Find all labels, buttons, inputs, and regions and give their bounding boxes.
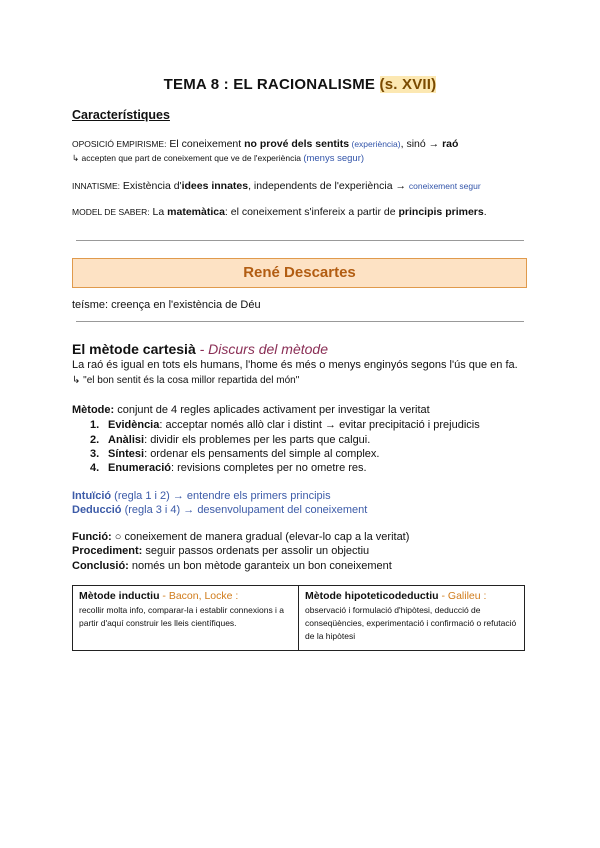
deduccio-line: [72, 504, 367, 516]
deduccio-label: Deducció: [72, 504, 122, 516]
cell-authors: - Bacon, Locke :: [159, 590, 239, 602]
rule-desc: : acceptar només allò clar i distint → evitar precipitació i prejudicis: [159, 419, 480, 431]
oposicio-sub-text: ↳ accepten que part de coneixement que ve de l'experiència: [72, 153, 304, 163]
metode-heading-text: El mètode cartesià: [72, 341, 196, 357]
oposicio-bold-2: raó: [442, 138, 459, 150]
table-cell-inductiu: [73, 586, 298, 650]
funcio-line: [72, 531, 409, 543]
procediment-text: seguir passos ordenats per assolir un objectiu: [142, 545, 370, 557]
rule-num: 2.: [90, 434, 100, 446]
conclusio-text: només un bon mètode garanteix un bon coneixement: [128, 560, 392, 572]
conclusio-label: Conclusió:: [72, 560, 129, 572]
rule-item: [90, 434, 370, 446]
innatisme-text-1: Existència d': [120, 180, 182, 192]
metode-subheading: - Discurs del mètode: [195, 341, 329, 357]
metode-line-2: ↳ "el bon sentit és la cosa millor repartida del món": [72, 375, 300, 386]
section-heading: Característiques: [72, 108, 170, 122]
model-bold-2: principis primers: [398, 206, 484, 218]
rule-item: [90, 419, 480, 431]
conclusio-line: [72, 560, 392, 572]
rule-item: [90, 448, 379, 460]
rule-name: Anàlisi: [108, 434, 145, 446]
oposicio-line: [72, 138, 458, 150]
intuicio-line: [72, 490, 331, 502]
divider: [76, 240, 524, 241]
cell-heading: [79, 590, 292, 602]
divider: [76, 321, 524, 322]
innatisme-text-2: , independents de l'experiència →: [248, 180, 409, 192]
metode-definition: [72, 404, 430, 416]
rule-name: Síntesi: [108, 448, 145, 460]
innatisme-bold: idees innates: [181, 180, 249, 192]
model-label: MODEL DE SABER:: [72, 207, 150, 217]
procediment-line: [72, 545, 369, 557]
oposicio-subline: [72, 153, 364, 164]
model-text-3: .: [483, 206, 487, 218]
methods-table: [72, 585, 525, 651]
metode-def-label: Mètode:: [72, 404, 115, 416]
intuicio-text: (regla 1 i 2) → entendre els primers principis: [111, 490, 331, 502]
metode-heading: [72, 341, 328, 357]
metode-def-text: conjunt de 4 regles aplicades activament per investigar la veritat: [114, 404, 430, 416]
funcio-text: ○ coneixement de manera gradual (elevar-lo cap a la veritat): [111, 531, 410, 543]
deduccio-text: (regla 3 i 4) → desenvolupament del coneixement: [121, 504, 368, 516]
model-bold-1: matemàtica: [167, 206, 225, 218]
table-cell-hipoteticodeductiu: [298, 586, 524, 650]
oposicio-label: OPOSICIÓ EMPIRISME:: [72, 139, 167, 149]
procediment-label: Procediment:: [72, 545, 143, 557]
oposicio-bold-1: no prové dels sentits: [244, 138, 350, 150]
funcio-label: Funció:: [72, 531, 112, 543]
model-text-2: : el coneixement s'infereix a partir de: [224, 206, 399, 218]
page-title: [0, 76, 600, 93]
descartes-banner: René Descartes: [72, 258, 527, 288]
innatisme-label: INNATISME:: [72, 181, 121, 191]
metode-line-1: La raó és igual en tots els humans, l'home és més o menys enginyós segons l'ús que en fa.: [72, 359, 518, 371]
cell-heading: [305, 590, 518, 602]
rule-num: 4.: [90, 462, 100, 474]
title-highlight: (s. XVII): [379, 76, 437, 93]
cell-authors: - Galileu :: [438, 590, 487, 602]
cell-title: Mètode inductiu: [79, 590, 160, 602]
oposicio-paren: (experiència): [349, 139, 401, 149]
cell-description: recollir molta info, comparar-la i establir connexions i a partir d'aquí construir les lleis científiques.: [79, 605, 285, 629]
cell-title: Mètode hipoteticodeductiu: [305, 590, 439, 602]
rule-name: Enumeració: [108, 462, 171, 474]
model-line: [72, 206, 487, 218]
intuicio-label: Intuïció: [72, 490, 112, 502]
oposicio-sub-blue: (menys segur): [303, 153, 365, 164]
rule-item: [90, 462, 367, 474]
oposicio-text-2: , sinó →: [400, 138, 443, 150]
rule-desc: : ordenar els pensaments del simple al complex.: [144, 448, 380, 460]
model-text-1: La: [149, 206, 168, 218]
teisme-line: teísme: creença en l'existència de Déu: [72, 299, 261, 311]
title-main: TEMA 8 : EL RACIONALISME: [163, 76, 376, 93]
rule-desc: : dividir els problemes per les parts que calgui.: [144, 434, 371, 446]
innatisme-line: [72, 180, 481, 192]
innatisme-blue: coneixement segur: [408, 181, 481, 191]
rule-desc: : revisions completes per no ometre res.: [170, 462, 367, 474]
rule-num: 3.: [90, 448, 100, 460]
oposicio-text-1: El coneixement: [166, 138, 245, 150]
rule-name: Evidència: [108, 419, 160, 431]
rule-num: 1.: [90, 419, 100, 431]
cell-description: observació i formulació d'hipòtesi, deducció de conseqüències, experimentació i confirmació o refutació de la hipòtesi: [305, 605, 517, 642]
